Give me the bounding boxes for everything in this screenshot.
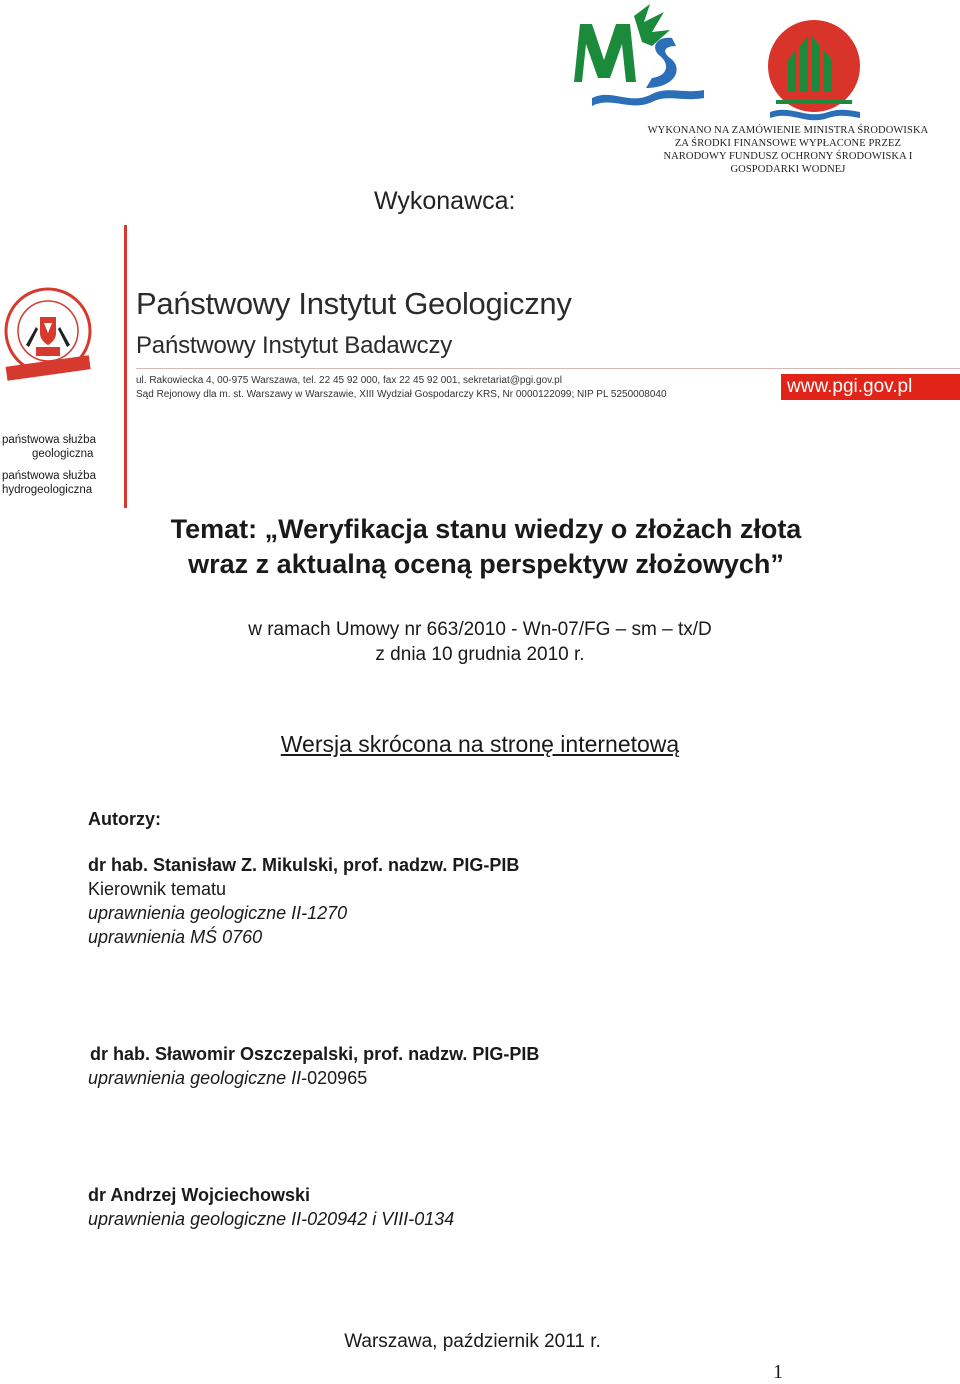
header-rule xyxy=(136,368,960,369)
author-3-license: uprawnienia geologiczne II-020942 i VIII-0134 xyxy=(88,1209,455,1229)
contract-line-2: z dnia 10 grudnia 2010 r. xyxy=(375,644,585,665)
author-2-license-prefix: uprawnienia geologiczne II xyxy=(88,1068,302,1088)
nfosigw-logo xyxy=(766,20,862,124)
service-geological xyxy=(2,433,96,461)
funding-line-1: WYKONANO NA ZAMÓWIENIE MINISTRA ŚRODOWISKA xyxy=(647,125,929,136)
page-number: 1 xyxy=(773,1361,783,1383)
institute-subtitle: Państwowy Instytut Badawczy xyxy=(136,332,453,359)
topic-line-1: Temat: „Weryfikacja stanu wiedzy o złożach złota xyxy=(170,514,802,544)
author-2-license xyxy=(88,1068,367,1089)
funding-line-2: ZA ŚRODKI FINANSOWE WYPŁACONE PRZEZ xyxy=(674,138,902,149)
author-3-name: dr Andrzej Wojciechowski xyxy=(88,1185,311,1205)
authors-label: Autorzy: xyxy=(88,809,161,829)
version-note: Wersja skrócona na stronę internetową xyxy=(280,731,680,757)
ministry-environment-logo xyxy=(572,2,707,108)
author-1-license-1: uprawnienia geologiczne II-1270 xyxy=(88,903,348,923)
topic-line-2: wraz z aktualną oceną perspektyw złożowych” xyxy=(188,549,784,579)
service-geological-line-2: geologiczna xyxy=(32,448,94,460)
service-hydrogeological xyxy=(2,469,96,497)
service-hydrogeological-line-2: hydrogeologiczna xyxy=(2,484,93,496)
funding-line-4: GOSPODARKI WODNEJ xyxy=(730,164,846,175)
place-date: Warszawa, październik 2011 r. xyxy=(344,1331,601,1352)
pig-seal-logo xyxy=(2,287,94,385)
author-1-name: dr hab. Stanisław Z. Mikulski, prof. nadzw. PIG-PIB xyxy=(88,855,520,875)
contractor-label: Wykonawca: xyxy=(374,187,516,215)
author-2-license-suffix: -020965 xyxy=(301,1068,368,1088)
author-2-name: dr hab. Sławomir Oszczepalski, prof. nadzw. PIG-PIB xyxy=(90,1044,540,1064)
website-link[interactable]: www.pgi.gov.pl xyxy=(781,374,960,400)
accent-divider xyxy=(124,225,127,508)
author-1-license-2: uprawnienia MŚ 0760 xyxy=(88,927,263,947)
service-hydrogeological-line-1: państwowa służba xyxy=(2,470,96,482)
institute-registry: Sąd Rejonowy dla m. st. Warszawy w Warszawie, XIII Wydział Gospodarczy KRS, Nr 0000122099; NIP PL 5250008040 xyxy=(136,389,667,400)
contract-line-1: w ramach Umowy nr 663/2010 - Wn-07/FG – sm – tx/D xyxy=(248,619,712,640)
service-geological-line-1: państwowa służba xyxy=(2,434,96,446)
institute-address: ul. Rakowiecka 4, 00-975 Warszawa, tel. 22 45 92 000, fax 22 45 92 001, sekretariat@pgi.gov.pl xyxy=(136,375,562,386)
institute-name: Państwowy Instytut Geologiczny xyxy=(136,286,572,321)
funding-line-3: NARODOWY FUNDUSZ OCHRONY ŚRODOWISKA I xyxy=(663,151,913,162)
funding-notice xyxy=(640,124,936,176)
author-1-role: Kierownik tematu xyxy=(88,879,227,899)
